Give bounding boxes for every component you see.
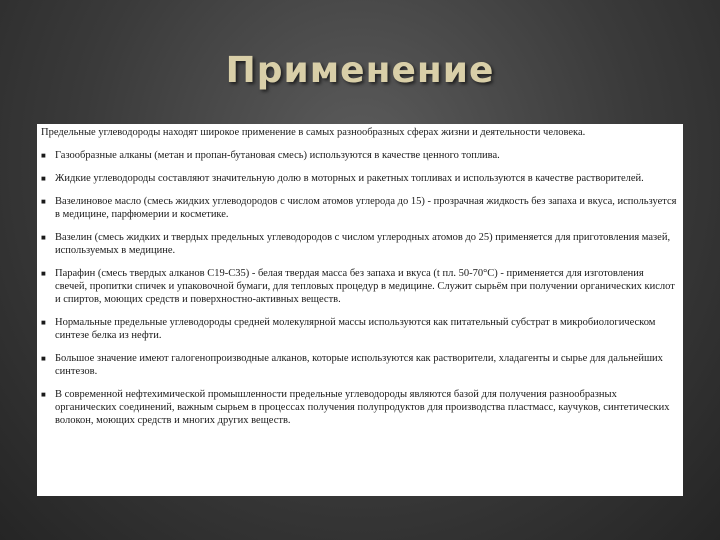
list-item [41,172,677,185]
square-bullet-icon: ■ [41,318,46,327]
list-item [41,388,677,427]
list-item [41,267,677,306]
square-bullet-icon: ■ [41,174,46,183]
square-bullet-icon: ■ [41,233,46,242]
square-bullet-icon: ■ [41,197,46,206]
list-item [41,316,677,342]
list-item [41,195,677,221]
list-item-text: Вазелин (смесь жидких и твердых предельных углеводородов с числом углеродных атомов до 25) применяется для приготовления мазей, используемых в медицине. [55,232,671,256]
list-item-text: Вазелиновое масло (смесь жидких углеводородов с числом атомов углерода до 15) - прозрачная жидкость без запаха и вкуса, используется в медицине, парфюмерии и косметике. [55,196,677,220]
content-panel [37,124,683,496]
square-bullet-icon: ■ [41,390,46,399]
square-bullet-icon: ■ [41,151,46,160]
list-item-text: Газообразные алканы (метан и пропан-бутановая смесь) используются в качестве ценного топлива. [55,150,500,161]
list-item-text: Парафин (смесь твердых алканов C19-C35) - белая твердая масса без запаха и вкуса (t пл. 50-70°C) - применяется для изготовления свечей, пропитки спичек и упаковочной бумаги, для тепловых процедур в медицине. Служит сырьём при получении органических кислот и спиртов, моющих средств и поверхностно-активных веществ. [55,268,675,305]
list-item [41,231,677,257]
slide-title: Применение [225,50,495,91]
list-item [41,352,677,378]
list-item-text: Жидкие углеводороды составляют значительную долю в моторных и ракетных топливах и используются в качестве растворителей. [55,173,644,184]
intro-text: Предельные углеводороды находят широкое применение в самых разнообразных сферах жизни и деятельности человека. [41,127,586,138]
list-item-text: Нормальные предельные углеводороды средней молекулярной массы используются как питательный субстрат в микробиологическом синтезе белка из нефти. [55,317,656,341]
list-item-text: Большое значение имеют галогенопроизводные алканов, которые используются как растворители, хладагенты и сырье для дальнейших синтезов. [55,353,663,377]
square-bullet-icon: ■ [41,269,46,278]
square-bullet-icon: ■ [41,354,46,363]
list-item [41,149,677,162]
list-item-text: В современной нефтехимической промышленности предельные углеводороды являются базой для получения разнообразных органических соединений, важным сырьем в процессах получения полупродуктов для производства пластмасс, каучуков, синтетических волокон, моющих средств и многих других веществ. [55,389,670,426]
